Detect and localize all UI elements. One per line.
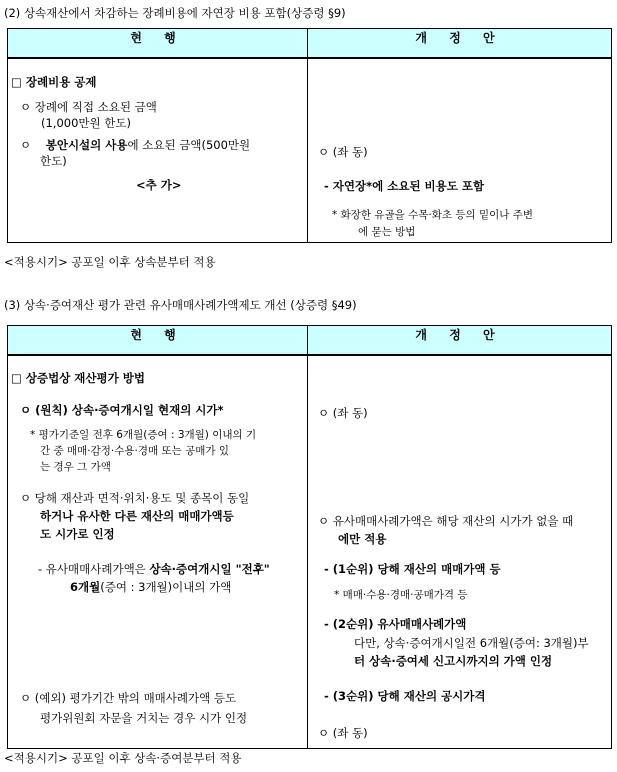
section2-revised-item-a: ㅇ 유사매매사례가액은 해당 재산의 시가가 없을 때 [318,514,574,528]
section1-current-item1: ㅇ 장례에 직접 소요된 금액 [20,100,157,114]
section1-current-item2-bullet: ㅇ [20,138,32,152]
section1-current-cell [8,59,307,242]
section2-revised-same1: ㅇ (좌 동) [318,406,368,420]
section1-current-item2 [20,137,250,153]
section2-revised-rank3: - (3순위) 당해 재산의 공시가격 [324,689,486,703]
section2-current-sub-line1 [38,561,270,577]
section2-revised-rank1-note: * 매매·수용·경매·공매가격 등 [334,589,468,601]
section1-effective-date: <적용시기> 공포일 이후 상속분부터 적용 [4,255,216,269]
section2-current-sub-line1-b: 상속·증여개시일 "전후" [149,562,270,576]
section2-current-item2-line3: 도 시가로 인정 [40,527,115,541]
section2-current-title: □ 상증법상 재산평가 방법 [11,371,145,385]
section1-current-item2-limit: 한도) [40,154,67,168]
section1-current-title: □ 장례비용 공제 [11,75,97,89]
section2-comparison-table [7,325,612,749]
section1-current-item2-rest: 에 소요된 금액(500만원 [127,138,251,152]
section2-current-item2-line1: ㅇ 당해 재산과 면적·위치·용도 및 종목이 동일 [20,491,250,505]
section2-current-item3-line1: ㅇ (예외) 평가기간 밖의 매매사례가액 등도 [20,691,237,705]
section2-current-item1: ㅇ (원칙) 상속·증여개시일 현재의 시가* [20,403,224,417]
section2-current-note1-line2: 간 중 매매·감정·수용·경매 또는 공매가 있 [40,445,229,457]
section2-revised-rank2: - (2순위) 유사매매사례가액 [324,617,467,631]
section2-current-item3-line2: 평가위원회 자문을 거치는 경우 시가 인정 [40,711,248,725]
section2-revised-same2: ㅇ (좌 동) [318,726,368,740]
section2-effective-date: <적용시기> 공포일 이후 상속·증여분부터 적용 [4,751,242,765]
section1-revised-footnote-line2: 에 묻는 방법 [358,226,416,238]
section2-revised-rank2-line2: 다만, 상속·증여개시일전 6개월(증여: 3개월)부 [354,636,589,650]
section1-current-add-note: <추 가> [136,178,182,192]
section2-current-item2-line2: 하거나 유사한 다른 재산의 매매가액등 [40,509,234,523]
section2-current-sub-line2-b: (증여 : 3개월)이내의 가액 [100,580,232,594]
section1-revised-new-item: - 자연장*에 소요된 비용도 포함 [324,179,485,193]
section1-header-current: 현 행 [8,29,308,59]
section2-current-note1-line1: * 평가기준일 전후 6개월(증여 : 3개월) 이내의 기 [30,429,257,441]
section2-current-note1-line3: 는 경우 그 가액 [40,461,111,473]
section2-header-current: 현 행 [8,326,308,356]
section2-revised-item-a-line2: 에만 적용 [338,532,387,546]
section2-header-revised: 개 정 안 [308,326,612,356]
section2-current-sub-line2-a: 6개월 [70,580,101,594]
section2-revised-rank1: - (1순위) 당해 재산의 매매가액 등 [324,562,501,576]
section2-current-sub-line1-a: - 유사매매사례가액은 [38,562,150,576]
section1-revised-same: ㅇ (좌 동) [318,145,368,159]
section2-current-sub-line2 [70,579,231,595]
section1-revised-footnote-line1: * 화장한 유골을 수목·화초 등의 밑이나 주변 [332,209,534,221]
section1-current-item1-limit: (1,000만원 한도) [41,116,131,130]
section1-revised-cell [308,59,611,242]
section1-current-item2-bold: 봉안시설의 사용 [45,138,128,152]
section1-comparison-table [7,28,612,243]
section2-heading: (3) 상속·증여재산 평가 관련 유사매매사례가액제도 개선 (상증령 §49) [4,298,357,312]
section1-header-revised: 개 정 안 [308,29,612,59]
section2-revised-rank2-line3: 터 상속·증여세 신고시까지의 가액 인정 [354,654,553,668]
section1-heading: (2) 상속재산에서 차감하는 장례비용에 자연장 비용 포함(상증령 §9) [4,6,346,20]
section2-current-cell [8,356,307,748]
section2-revised-cell [308,356,611,748]
